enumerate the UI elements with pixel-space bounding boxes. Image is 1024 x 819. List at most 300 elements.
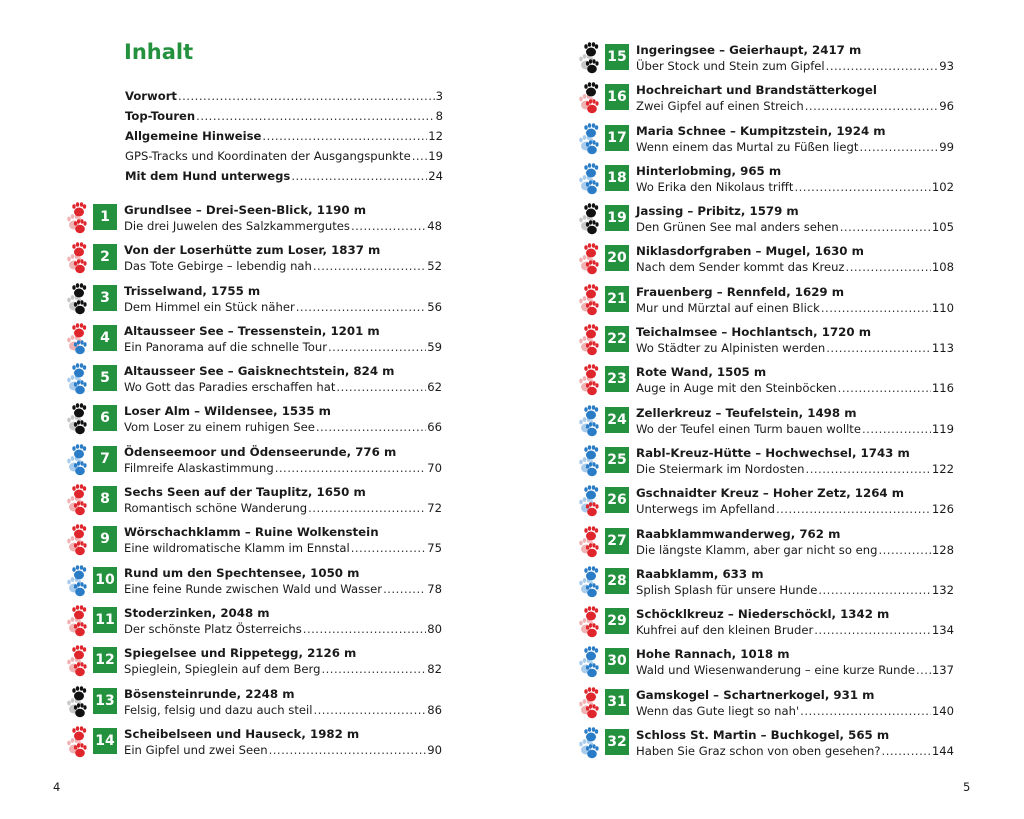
tour-title: Spiegelsee und Rippetegg, 2126 m [124, 646, 357, 661]
tour-entry [66, 724, 452, 764]
tour-text [636, 324, 954, 356]
tour-subtitle: Felsig, felsig und dazu auch steil [124, 702, 313, 717]
paw-icon [66, 403, 90, 435]
tour-text [124, 524, 442, 556]
tour-entry [578, 161, 964, 201]
paw-icon [66, 242, 90, 274]
tour-text [636, 687, 954, 719]
paw-icon [578, 243, 602, 275]
tour-entry [578, 524, 964, 564]
tour-title: Frauenberg – Rennfeld, 1629 m [636, 284, 845, 299]
tour-entry [66, 522, 452, 562]
tour-entry [66, 442, 452, 482]
tour-subtitle-row [124, 500, 442, 516]
tour-page: 70 [427, 460, 442, 475]
tour-entry [66, 684, 452, 724]
toc-entry-page: 12 [428, 129, 443, 143]
tour-number-badge: 28 [605, 568, 629, 594]
tour-title: Hinterlobming, 965 m [636, 163, 782, 178]
tour-number-badge: 6 [93, 405, 117, 431]
leader-dots [818, 582, 931, 598]
leader-dots [882, 743, 931, 759]
tour-entry [66, 643, 452, 683]
tour-title: Teichalmsee – Hochlantsch, 1720 m [636, 325, 871, 340]
toc-entry-label: Allgemeine Hinweise [125, 129, 262, 143]
tour-subtitle: Wo Erika den Nikolaus trifft [636, 179, 794, 194]
paw-icon [578, 163, 602, 195]
tour-number-badge: 15 [605, 44, 629, 70]
page-number-right: 5 [963, 780, 971, 794]
tour-number-badge: 19 [605, 205, 629, 231]
paw-icon [66, 686, 90, 718]
leader-dots [862, 421, 931, 437]
leader-dots [814, 622, 931, 638]
tour-subtitle-row [636, 340, 954, 356]
tour-page: 110 [931, 300, 954, 315]
tour-subtitle-row [636, 421, 954, 437]
tour-text [636, 284, 954, 316]
leader-dots [794, 179, 930, 195]
tour-page: 137 [931, 663, 954, 678]
tour-number-badge: 1 [93, 204, 117, 230]
tour-number-badge: 29 [605, 608, 629, 634]
toc-entry-label: Top-Touren [125, 109, 196, 123]
paw-icon [66, 363, 90, 395]
leader-dots [316, 419, 426, 435]
tour-page: 122 [931, 461, 954, 476]
tour-text [636, 163, 954, 195]
tour-title: Raabklammwanderweg, 762 m [636, 526, 841, 541]
tour-text [636, 243, 954, 275]
paw-icon [578, 324, 602, 356]
tour-subtitle-row [636, 219, 954, 235]
paw-icon [578, 42, 602, 74]
paw-icon [578, 405, 602, 437]
tour-page: 72 [427, 501, 442, 516]
leader-dots [296, 299, 427, 315]
tour-page: 105 [931, 220, 954, 235]
tour-entry [66, 281, 452, 321]
tour-subtitle: Eine feine Runde zwischen Wald und Wasser [124, 581, 383, 596]
paw-icon [578, 123, 602, 155]
tour-subtitle: Der schönste Platz Österreichs [124, 621, 302, 636]
tour-title: Bösensteinrunde, 2248 m [124, 686, 295, 701]
tour-number-badge: 31 [605, 689, 629, 715]
tour-title: Wörschachklamm – Ruine Wolkenstein [124, 525, 379, 540]
tour-title: Rote Wand, 1505 m [636, 365, 767, 380]
paw-icon [66, 565, 90, 597]
tour-text [124, 202, 442, 234]
tour-subtitle-row [636, 582, 954, 598]
tour-subtitle-row [636, 179, 954, 195]
paw-icon [578, 687, 602, 719]
tour-text [124, 242, 442, 274]
leader-dots [806, 461, 931, 477]
tour-subtitle-row [636, 743, 954, 759]
leader-dots [805, 98, 939, 114]
tour-entry [578, 241, 964, 281]
leader-dots [313, 702, 426, 718]
tour-entry [578, 201, 964, 241]
tour-subtitle: Wenn das Gute liegt so nah' [636, 703, 800, 718]
intro-section [125, 89, 443, 189]
tour-subtitle-row [124, 661, 442, 677]
leader-dots [916, 662, 931, 678]
toc-entry [125, 89, 443, 109]
tour-page: 86 [427, 702, 442, 717]
tour-page: 66 [427, 420, 442, 435]
tour-entry [66, 200, 452, 240]
tour-page: 108 [931, 260, 954, 275]
tour-title: Scheibelseen und Hauseck, 1982 m [124, 726, 360, 741]
tour-entry [578, 403, 964, 443]
tour-title: Loser Alm – Wildensee, 1535 m [124, 404, 331, 419]
paw-icon [578, 284, 602, 316]
tour-subtitle: Kuhfrei auf den kleinen Bruder [636, 623, 814, 638]
leader-dots [412, 149, 428, 163]
tour-number-badge: 8 [93, 486, 117, 512]
tour-entry [578, 443, 964, 483]
leader-dots [838, 380, 931, 396]
leader-dots [262, 129, 427, 143]
tour-text [636, 42, 954, 74]
toc-entry-label: GPS-Tracks und Koordinaten der Ausgangspunkte [125, 149, 411, 163]
paw-icon [66, 202, 90, 234]
toc-entry [125, 109, 443, 129]
tour-title: Trisselwand, 1755 m [124, 283, 261, 298]
tour-subtitle: Splish Splash für unsere Hunde [636, 582, 818, 597]
paw-icon [578, 646, 602, 678]
leader-dots [291, 169, 427, 183]
tour-subtitle-row [636, 300, 954, 316]
leader-dots [776, 501, 931, 517]
tour-title: Ingeringsee – Geierhaupt, 2417 m [636, 43, 862, 57]
tour-text [636, 123, 954, 155]
tour-subtitle-row [124, 702, 442, 718]
paw-icon [66, 444, 90, 476]
tour-title: Stoderzinken, 2048 m [124, 605, 270, 620]
tour-text [636, 445, 954, 477]
paw-icon [578, 485, 602, 517]
tour-text [636, 405, 954, 437]
leader-dots [800, 703, 931, 719]
tour-page: 59 [427, 339, 442, 354]
leader-dots [351, 218, 426, 234]
tour-entry [66, 401, 452, 441]
paw-icon [578, 203, 602, 235]
tour-text [124, 686, 442, 718]
tour-page: 128 [931, 542, 954, 557]
tour-page: 48 [427, 219, 442, 233]
tour-number-badge: 18 [605, 165, 629, 191]
tour-page: 80 [427, 621, 442, 636]
tour-entry [578, 121, 964, 161]
paw-icon [578, 445, 602, 477]
paw-icon [66, 605, 90, 637]
tour-list-left [66, 200, 452, 764]
leader-dots [821, 300, 931, 316]
tour-text [636, 82, 954, 114]
tour-subtitle-row [636, 703, 954, 719]
tour-number-badge: 20 [605, 245, 629, 271]
tour-text [636, 566, 954, 598]
tour-entry [578, 80, 964, 120]
leader-dots [826, 340, 931, 356]
paw-icon [578, 606, 602, 638]
tour-subtitle: Eine wildromatische Klamm im Ennstal [124, 541, 350, 556]
tour-subtitle-row [636, 461, 954, 477]
tour-page: 52 [427, 259, 442, 274]
leader-dots [308, 500, 426, 516]
tour-entry [578, 604, 964, 644]
tour-subtitle-row [636, 58, 954, 74]
tour-number-badge: 32 [605, 729, 629, 755]
tour-text [636, 485, 954, 517]
tour-text [124, 363, 442, 395]
tour-number-badge: 4 [93, 325, 117, 351]
tour-page: 119 [931, 421, 954, 436]
tour-subtitle-row [636, 501, 954, 517]
tour-subtitle: Wenn einem das Murtal zu Füßen liegt [636, 139, 859, 154]
leader-dots [275, 460, 427, 476]
tour-subtitle: Nach dem Sender kommt das Kreuz [636, 260, 845, 275]
leader-dots [846, 259, 931, 275]
tour-page: 116 [931, 381, 954, 396]
paw-icon [578, 526, 602, 558]
right-page [512, 0, 1024, 819]
tour-text [124, 403, 442, 435]
tour-subtitle-row [124, 419, 442, 435]
tour-subtitle: Unterwegs im Apfelland [636, 502, 775, 517]
leader-dots [859, 139, 938, 155]
tour-entry [66, 603, 452, 643]
leader-dots [321, 661, 426, 677]
tour-subtitle: Zwei Gipfel auf einen Streich [636, 99, 804, 114]
tour-number-badge: 3 [93, 285, 117, 311]
tour-page: 134 [931, 623, 954, 638]
tour-entry [66, 321, 452, 361]
tour-subtitle: Vom Loser zu einem ruhigen See [124, 420, 315, 435]
tour-number-badge: 23 [605, 366, 629, 392]
tour-title: Jassing – Pribitz, 1579 m [636, 204, 799, 219]
tour-entry [578, 564, 964, 604]
tour-title: Altausseer See – Tressenstein, 1201 m [124, 323, 380, 338]
toc-entry-page: 24 [428, 169, 443, 183]
tour-list-right [578, 40, 964, 765]
tour-text [124, 484, 442, 516]
tour-subtitle: Romantisch schöne Wanderung [124, 501, 308, 516]
tour-title: Raabklamm, 633 m [636, 566, 764, 581]
tour-page: 96 [939, 99, 954, 114]
paw-icon [66, 524, 90, 556]
tour-page: 56 [427, 299, 442, 314]
leader-dots [269, 742, 427, 758]
tour-subtitle-row [124, 621, 442, 637]
leader-dots [178, 89, 435, 103]
tour-entry [578, 644, 964, 684]
tour-title: Altausseer See – Gaisknechtstein, 824 m [124, 364, 395, 379]
tour-entry [66, 240, 452, 280]
tour-text [636, 606, 954, 638]
tour-entry [578, 685, 964, 725]
toc-entry-label: Vorwort [125, 89, 177, 103]
tour-page: 90 [427, 742, 442, 757]
tour-subtitle-row [124, 218, 442, 234]
toc-entry [125, 129, 443, 149]
tour-subtitle-row [636, 259, 954, 275]
tour-text [124, 283, 442, 315]
tour-title: Hochreichart und Brandstätterkogel [636, 83, 877, 98]
tour-page: 62 [427, 380, 442, 395]
tour-text [124, 605, 442, 637]
leader-dots [313, 258, 426, 274]
tour-title: Gamskogel – Schartnerkogel, 931 m [636, 687, 875, 702]
tour-title: Schöcklkreuz – Niederschöckl, 1342 m [636, 607, 890, 622]
toc-entry-label: Mit dem Hund unterwegs [125, 169, 291, 183]
tour-title: Schloss St. Martin – Buchkogel, 565 m [636, 728, 890, 743]
paw-icon [66, 645, 90, 677]
tour-entry [66, 361, 452, 401]
tour-subtitle-row [124, 379, 442, 395]
tour-subtitle-row [124, 540, 442, 556]
tour-text [636, 364, 954, 396]
tour-page: 126 [931, 502, 954, 517]
paw-icon [578, 566, 602, 598]
tour-number-badge: 24 [605, 407, 629, 433]
tour-title: Von der Loserhütte zum Loser, 1837 m [124, 243, 381, 258]
tour-text [636, 526, 954, 558]
tour-subtitle: Mur und Mürztal auf einen Blick [636, 300, 820, 315]
leader-dots [196, 109, 434, 123]
tour-subtitle-row [124, 339, 442, 355]
tour-subtitle: Über Stock und Stein zum Gipfel [636, 59, 825, 73]
tour-text [124, 323, 442, 355]
tour-subtitle-row [124, 460, 442, 476]
tour-subtitle: Wo der Teufel einen Turm bauen wollte [636, 421, 861, 436]
tour-number-badge: 5 [93, 365, 117, 391]
tour-entry [66, 563, 452, 603]
tour-number-badge: 11 [93, 607, 117, 633]
tour-subtitle-row [636, 622, 954, 638]
toc-entry [125, 169, 443, 189]
tour-text [124, 565, 442, 597]
tour-subtitle-row [636, 98, 954, 114]
tour-number-badge: 2 [93, 244, 117, 270]
tour-title: Gschnaidter Kreuz – Hoher Zetz, 1264 m [636, 486, 905, 501]
tour-subtitle: Spieglein, Spieglein auf dem Berg [124, 662, 321, 677]
tour-entry [578, 40, 964, 80]
tour-subtitle-row [636, 662, 954, 678]
tour-subtitle-row [124, 258, 442, 274]
tour-subtitle: Die drei Juwelen des Salzkammergutes [124, 219, 350, 233]
tour-title: Ödenseemoor und Ödenseerunde, 776 m [124, 444, 397, 459]
tour-subtitle-row [124, 742, 442, 758]
toc-entry-page: 19 [428, 149, 443, 163]
tour-page: 102 [931, 179, 954, 194]
tour-text [124, 444, 442, 476]
tour-number-badge: 17 [605, 125, 629, 151]
paw-icon [578, 364, 602, 396]
tour-number-badge: 7 [93, 446, 117, 472]
tour-text [636, 727, 954, 759]
tour-subtitle: Die längste Klamm, aber gar nicht so eng [636, 542, 878, 557]
leader-dots [303, 621, 426, 637]
tour-number-badge: 25 [605, 447, 629, 473]
leader-dots [826, 58, 939, 74]
tour-number-badge: 30 [605, 648, 629, 674]
tour-text [636, 646, 954, 678]
leader-dots [328, 339, 426, 355]
tour-subtitle-row [636, 139, 954, 155]
tour-number-badge: 14 [93, 728, 117, 754]
paw-icon [66, 283, 90, 315]
paw-icon [66, 726, 90, 758]
tour-title: Maria Schnee – Kumpitzstein, 1924 m [636, 123, 886, 138]
tour-title: Zellerkreuz – Teufelstein, 1498 m [636, 405, 857, 420]
tour-number-badge: 27 [605, 528, 629, 554]
tour-number-badge: 10 [93, 567, 117, 593]
tour-number-badge: 21 [605, 286, 629, 312]
leader-dots [840, 219, 931, 235]
tour-page: 113 [931, 341, 954, 356]
tour-subtitle: Filmreife Alaskastimmung [124, 460, 274, 475]
tour-subtitle: Das Tote Gebirge – lebendig nah [124, 259, 312, 274]
paw-icon [66, 484, 90, 516]
tour-entry [578, 362, 964, 402]
toc-entry [125, 149, 443, 169]
leader-dots [878, 542, 930, 558]
tour-subtitle: Den Grünen See mal anders sehen [636, 220, 839, 235]
tour-subtitle: Wo Gott das Paradies erschaffen hat [124, 380, 336, 395]
tour-subtitle-row [124, 581, 442, 597]
tour-number-badge: 26 [605, 487, 629, 513]
tour-entry [578, 483, 964, 523]
tour-subtitle: Die Steiermark im Nordosten [636, 461, 805, 476]
tour-page: 140 [931, 703, 954, 718]
tour-title: Niklasdorfgraben – Mugel, 1630 m [636, 244, 864, 259]
toc-entry-page: 3 [435, 89, 443, 103]
tour-subtitle: Wald und Wiesenwanderung – eine kurze Runde [636, 663, 915, 678]
tour-subtitle: Ein Gipfel und zwei Seen [124, 742, 268, 757]
tour-text [124, 726, 442, 758]
tour-number-badge: 12 [93, 647, 117, 673]
tour-entry [578, 725, 964, 765]
tour-subtitle-row [636, 542, 954, 558]
tour-subtitle: Haben Sie Graz schon von oben gesehen? [636, 744, 881, 759]
tour-page: 144 [931, 744, 954, 759]
tour-page: 75 [427, 541, 442, 556]
tour-number-badge: 22 [605, 326, 629, 352]
tour-title: Grundlsee – Drei-Seen-Blick, 1190 m [124, 203, 367, 217]
tour-title: Hohe Rannach, 1018 m [636, 647, 790, 662]
tour-page: 78 [427, 581, 442, 596]
tour-page: 99 [939, 139, 954, 154]
tour-number-badge: 16 [605, 84, 629, 110]
tour-entry [578, 282, 964, 322]
tour-text [636, 203, 954, 235]
leader-dots [336, 379, 426, 395]
tour-subtitle: Wo Städter zu Alpinisten werden [636, 341, 826, 356]
tour-page: 93 [939, 59, 954, 73]
tour-entry [66, 482, 452, 522]
paw-icon [578, 727, 602, 759]
tour-text [124, 645, 442, 677]
tour-subtitle-row [124, 299, 442, 315]
tour-number-badge: 9 [93, 526, 117, 552]
tour-entry [578, 322, 964, 362]
toc-entry-page: 8 [435, 109, 443, 123]
tour-subtitle: Dem Himmel ein Stück näher [124, 299, 295, 314]
